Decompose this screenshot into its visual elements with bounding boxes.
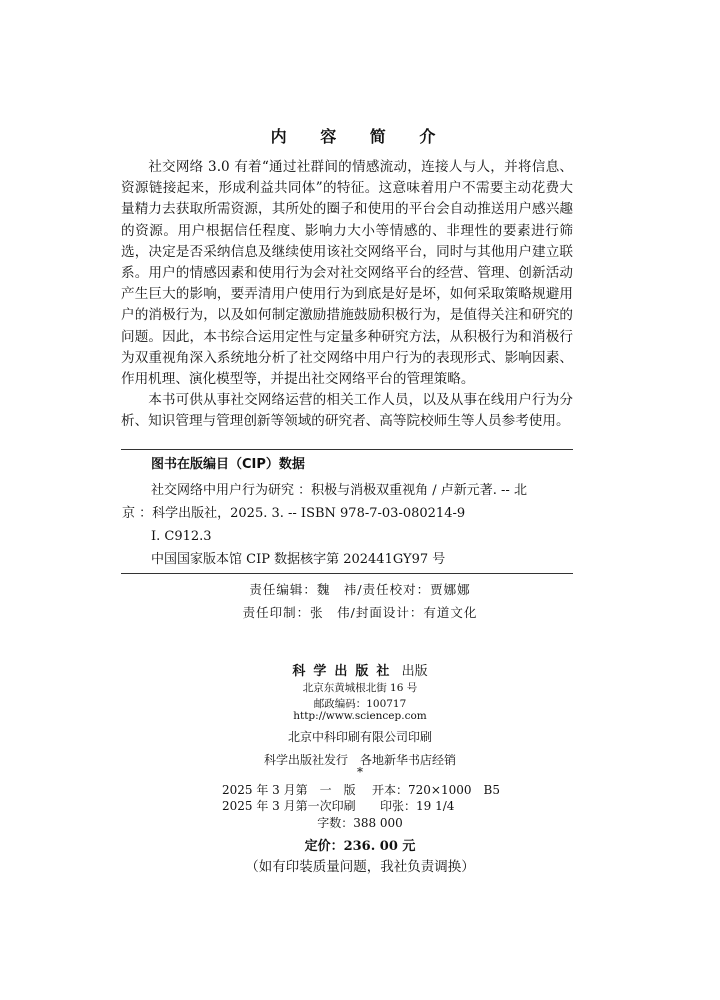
price: 定价：236. 00 元 [304, 839, 416, 854]
staff-credits-line: 责任印制：张 伟/封面设计：有道文化 [242, 605, 478, 620]
cip-record-number: 中国国家版本馆 CIP 数据核字第 202441GY97 号 [151, 552, 446, 567]
edition-info: 2025 年 3 月第 一 版 [222, 783, 356, 797]
summary-paragraph: 社交网络 3.0 有着“通过社群间的情感流动，连接人与人，并将信息、资源链接起来，形成利益共同体”的特征。这意味着用户不需要主动花费大量精力去获取所需资源，其所处的圈子和使用的平台会自动推送用户感兴趣的资源。用户根据信任程度、影响力大小等情感的、非理性的要素进行筛选，决定是否采纳信息及继续使用该社交网络平台，同时与其他用户建立联系。用户的情感因素和使用行为会对社交网络平台的经营、管理、创新活动产生巨大的影响，要弄清用户使用行为到底是好是坏，如何采取策略规避用户的消极行为，以及如何制定激励措施鼓励积极行为，是值得关注和研究的问题。因此，本书综合运用定性与定量多种研究方法，从积极行为和消极行为双重视角深入系统地分析了社交网络中用户行为的表现形式、影响因素、作用机理、演化模型等，并提出社交网络平台的管理策略。 [121, 159, 573, 388]
cip-entry-line: 社交网络中用户行为研究 ：积极与消极双重视角 / 卢新元著. -- 北 [151, 483, 527, 498]
cip-classification: Ⅰ. C912.3 [151, 529, 212, 544]
format-info: 开本：720×1000 B5 [372, 783, 500, 797]
printer-info: 北京中科印刷有限公司印刷 [287, 730, 432, 744]
publisher-logo-text: 科学出版社 [292, 664, 398, 679]
publisher-line [0, 660, 720, 679]
summary-text [121, 157, 573, 433]
distribution-info: 科学出版社发行 各地新华书店经销 [263, 753, 456, 767]
cip-title: 图书在版编目（CIP）数据 [151, 457, 305, 472]
cip-top-rule [121, 449, 573, 450]
cip-block [122, 454, 571, 571]
staff-credits-line: 责任编辑：魏 祎/责任校对：贾娜娜 [249, 582, 471, 597]
sheets-info: 印张：19 1/4 [380, 799, 455, 813]
printing-info: 2025 年 3 月第一次印刷 [222, 799, 356, 813]
summary-paragraph: 本书可供从事社交网络运营的相关工作人员，以及从事在线用户行为分析、知识管理与管理创新等领域的研究者、高等院校师生等人员参考使用。 [121, 392, 573, 430]
postal-code: 邮政编码：100717 [313, 698, 407, 710]
publisher-address: 北京东黄城根北街 16 号 [302, 682, 418, 694]
word-count: 字数：388 000 [317, 816, 403, 830]
publish-label: 出版 [401, 664, 428, 679]
publisher-website: http://www.sciencep.com [293, 710, 427, 722]
cip-entry-line: 京 ：科学出版社，2025. 3. -- ISBN 978-7-03-080214-9 [122, 506, 466, 521]
separator-asterisk: * [357, 765, 363, 779]
cip-bottom-rule [121, 573, 573, 574]
quality-note: （如有印装质量问题，我社负责调换） [245, 859, 475, 875]
page-title: 内 容 简 介 [270, 127, 450, 146]
